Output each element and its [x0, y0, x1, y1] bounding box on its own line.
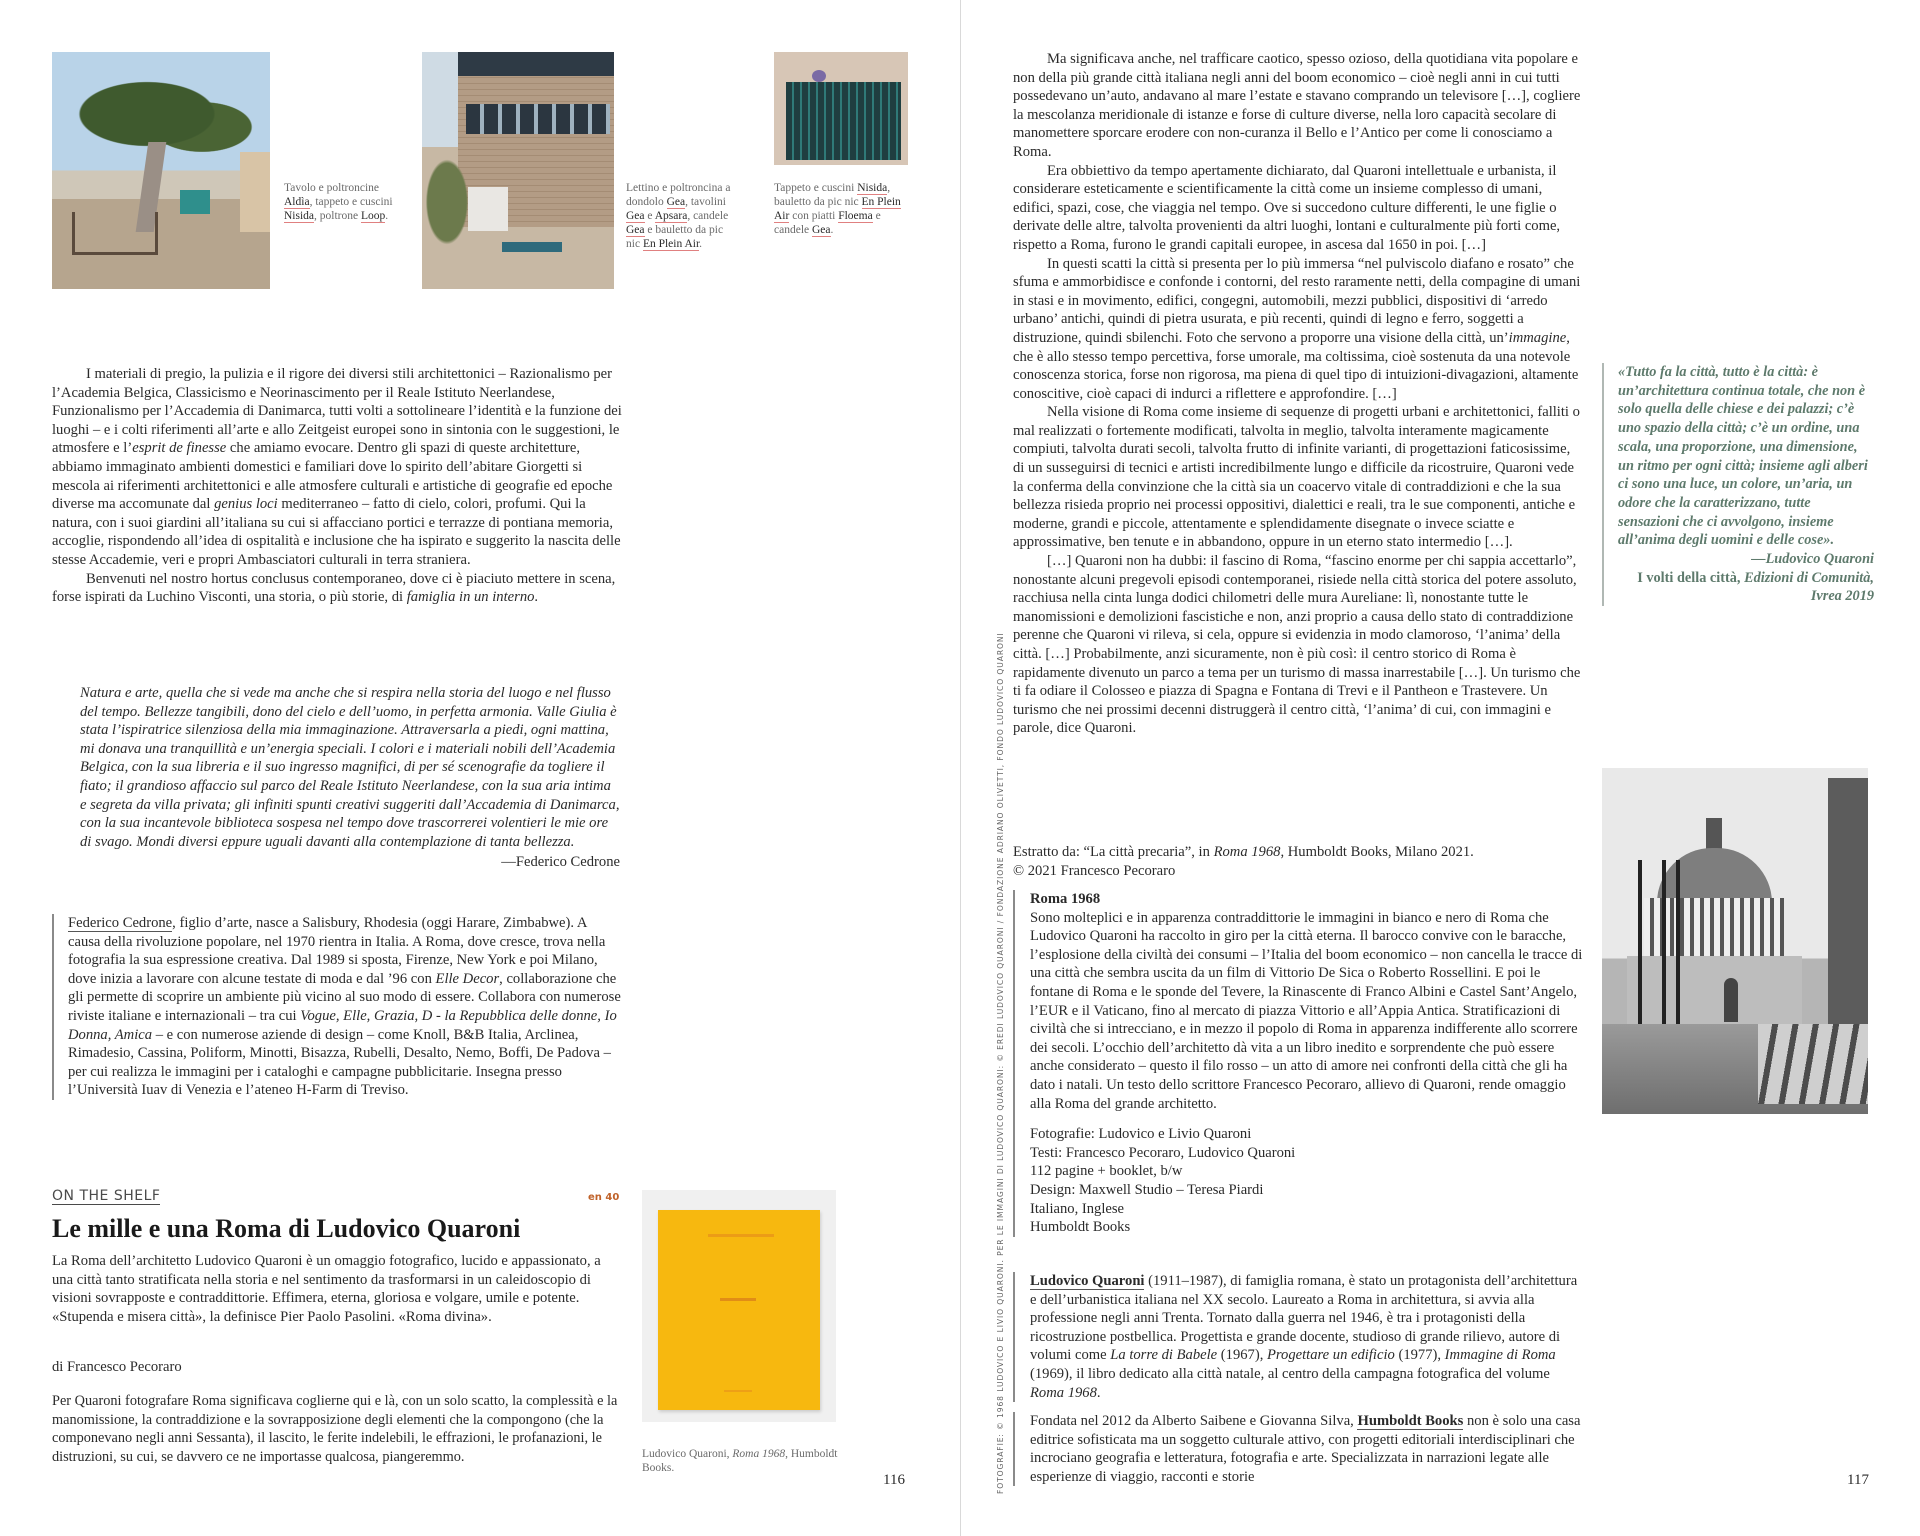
pull-quote-text: «Tutto fa la città, tutto è la città: è un’architettura continua totale, che non è solo quella delle chiese e dei palazzi; c’è uno spazio della città; c’è un ordine, una scala, una proporzione, una dimensione, un ritmo per ogni città; insieme agli alberi ci sono una luce, un colore, un’aria, un odore che la caratterizzano, tutte sensazioni che ci avvolgono, insieme all’anima degli uomini e delle cose». [1618, 364, 1868, 549]
text-run: non è solo una casa editrice sofisticata ma un soggetto culturale attivo, con progetti editoriali interdisciplinari che incrociano geografia e letteratura, fotografia e arte. Specializzata in narrazioni legate alle esperienze di viaggio, racconti e storie [1030, 1413, 1581, 1485]
text-run: Roma 1968 [732, 1448, 786, 1460]
book-cover [658, 1210, 820, 1410]
article-headline: Le mille e una Roma di Ludovico Quaroni [52, 1214, 521, 1243]
text-run: . [534, 589, 539, 606]
text-run: , tavolini [685, 196, 726, 208]
text-run: Roma 1968 [1213, 844, 1281, 860]
publisher-bio [1013, 1412, 1583, 1486]
text-run: Fondata nel 2012 da Alberto Saibene e Giovanna Silva, [1030, 1413, 1358, 1429]
product-name: Gea [626, 224, 645, 236]
text-run: che amiamo evocare. Dentro gli spazi di queste architetture, abbiamo immaginato ambienti domestici e familiari dove lo spirito dell’abitare Giorgetti si mescola ai riferimenti architettonici e alle atmosfere culturali e artistiche di geografie ed epoche diverse ma accomunate dal [52, 440, 613, 513]
text-run: Humboldt Books [1357, 1413, 1464, 1429]
text-run: Tappeto e cuscini [774, 182, 858, 194]
product-name: Apsara [654, 210, 688, 222]
text-run: . [699, 238, 703, 250]
product-name: En Plein Air [774, 196, 901, 222]
text-run: Benvenuti nel nostro hortus conclusus contemporaneo, dove ci è piaciuto mettere in scena, forse ispirati da Luchino Visconti, una storia, o più storie, di [52, 570, 616, 606]
product-name: Gea [626, 210, 645, 222]
text-run: , Humboldt Books, Milano 2021. [1280, 844, 1474, 860]
text-run: Ludovico Quaroni [1030, 1273, 1145, 1289]
quote-author: —Federico Cedrone [501, 854, 620, 871]
photographer-bio [52, 914, 622, 1100]
text-run: e candele [774, 210, 881, 236]
body-paragraph [1013, 552, 1583, 738]
extract-source [1013, 843, 1583, 862]
intro-paragraph [52, 570, 622, 607]
brick-terrace-photo [422, 52, 614, 289]
pull-quote-source [1618, 569, 1874, 606]
text-run: Tavolo e poltroncine [284, 182, 379, 194]
text-run: , candele [687, 210, 729, 222]
text-run: (1969), il libro dedicato alla città natale, al centro della campagna fotografica del volume [1030, 1365, 1550, 1382]
text-run: famiglia in un interno [406, 589, 535, 606]
text-run: , tappeto e cuscini [309, 196, 393, 208]
photo-caption [626, 181, 736, 251]
book-title: Roma 1968 [1030, 891, 1101, 907]
body-paragraph [1013, 162, 1583, 255]
text-run: Ludovico Quaroni, [642, 1448, 733, 1460]
book-cover-photo [642, 1190, 836, 1422]
spec-line: Fotografie: Ludovico e Livio Quaroni [1030, 1126, 1252, 1143]
rug-cushions-photo [774, 52, 908, 165]
text-run: Roma 1968 [1030, 1384, 1097, 1401]
text-run: (1911–1987), di famiglia romana, è stato un protagonista dell’architettura e dell’urbanistica italiana nel XX secolo. Laureato a Roma in architettura, si avvia alla professione negli anni Trenta. Tornato dalla guerra nel 1946, è tra i protagonisti della ricostruzione postbellica. Progettista e grande docente, studioso di grande rilievo, autore di volumi come [1030, 1273, 1578, 1364]
text-run: , Humboldt Books. [642, 1448, 838, 1474]
text-run: – e con numerose aziende di design – come Knoll, B&B Italia, Arclinea, Rimadesio, Cassina, Poliform, Minotti, Bisazza, Rubelli, Desalto, Nemo, Boffi, De Padova – per cui realizza le immagini per i cataloghi e campagne pubblicitarie. Insegna presso l’Università Iuav di Venezia e l’ateneo H-Farm di Treviso. [68, 1026, 611, 1099]
text-run: e [644, 210, 655, 222]
book-info-box [1013, 890, 1583, 1237]
pull-quote [1602, 363, 1874, 606]
text-run: Era obbiettivo da tempo apertamente dichiarato, dal Quaroni intellettuale e urbanista, il considerare esteticamente e scientificamente la città come un insieme complesso di umani, edifici, spazi, cose, che viaggia nel tempo. Ove si succedono culture differenti, le une figlie o derivate delle altre, talvolta provenienti da altri luoghi, lontani e culturalmente più forti come, rispetto a Roma, furono le grandi capitali europee, in ascesa dal 1650 in poi. […] [1013, 162, 1561, 253]
article-lede: La Roma dell’architetto Ludovico Quaroni è un omaggio fotografico, lucido e appassionato, a una città tanto stratificata nella storia e nel sentimento da trasformarsi in un caleidoscopio di visioni sovrapposte e contraddittorie. Effimera, eterna, gloriosa e volgare, umile e potente. «Stupenda e misera città», la definisce Pier Paolo Pasolini. «Roma divina». [52, 1253, 601, 1325]
photo-credit: FOTOGRAFIE: © 1968 LUDOVICO E LIVIO QUARONI. PER LE IMMAGINI DI LUDOVICO QUARONI: © EREDI LUDOVICO QUARONI / FONDAZIONE ADRIANO OLIVETTI, FONDO LUDOVICO QUARONI [996, 632, 1005, 1494]
text-run: Progettare un edificio [1267, 1347, 1395, 1364]
text-run: Ma significava anche, nel trafficare caotico, spesso ozioso, della quotidiana vita popolare e non della più grande città italiana negli anni del boom economico – cioè negli anni in cui tutti possedevano un’auto, andavano al mare l’estate e stavano comprando un televisore […], cogliere la mescolanza meridionale di istanze e forse di culture diverse, nella loro capacità secolare di manomettere sporcare erodere con non-curanza il Bello e l’Antico per come li conosciamo a Roma. [1013, 51, 1581, 160]
designer-quote [80, 684, 620, 872]
text-run: […] Quaroni non ha dubbi: il fascino di Roma, “fascino enorme per chi sappia accettarlo”, nonostante alcuni pregevoli episodi contemporanei, risiede nella città storica del potere assoluto, racchiusa nella cinta lunga dodici chilometri delle mura Aureliane: lì, nonostante tutte le manomissioni e demolizioni fascistiche e non, anzi proprio a causa dello stato di contraddizione perenne che Quaroni vi rileva, si cela, oppure si evidenzia in modo clamoroso, ‘l’anima’ della città. […] Probabilmente, anzi sicuramente, non è più così: il centro storico di Roma è rapidamente divenuto un parco a tema per un turismo di massa inarrestabile […]. Un turismo che ti fa odiare il Colosseo e piazza di Spagna e Fontana di Trevi e il Pantheon e Trastevere. Un turismo che nei prossimi decenni distruggerà il centro città, ‘l’anima’ di cui, con immagini e parole, dice Quaroni. [1013, 553, 1581, 737]
page-reference-tag: en 40 [588, 1192, 620, 1203]
text-run: . [830, 224, 834, 236]
product-name: Nisida [284, 210, 315, 222]
product-name: Loop [360, 210, 386, 222]
book-specs [1030, 1125, 1583, 1237]
product-name: Gea [812, 224, 831, 236]
text-run: . [1096, 1384, 1101, 1401]
page-number: 116 [883, 1472, 905, 1488]
copyright-line: © 2021 Francesco Pecoraro [1013, 862, 1176, 879]
page-spine [960, 0, 961, 1536]
text-run: I materiali di pregio, la pulizia e il rigore dei diversi stili architettonici – Razionalismo per l’Academia Belgica, Classicismo e Neorinascimento per il Reale Istituto Neerlandese, Funzionalismo per l’Accademia di Danimarca, tutti volti a sottolineare l’identità e la funzione dei luoghi – e i colti riferimenti all’arte e allo Zeitgeist europei sono in sintonia con le suggestioni, le atmosfere e l’ [52, 366, 622, 457]
text-run: , collaborazione che gli permette di scoprire un ambiente più vicino al suo modo di essere. Collabora con numerose riviste italiane e internazionali – tra cui [68, 970, 621, 1024]
article-body-start: Per Quaroni fotografare Roma significava coglierne qui e là, con un solo scatto, la complessità e la manomissione, la contraddizione e la sovrapposizione degli elementi che la compongono (che la componevano negli anni Sessanta), il lascito, le ferite indelebili, le effrazioni, le profanazioni, le distruzioni, su cui, se davvero ce ne importasse qualcosa, piangeremmo. [52, 1393, 618, 1465]
text-run: Estratto da: “La città precaria”, in [1013, 844, 1214, 860]
photo-caption [284, 181, 404, 223]
section-tag: ON THE SHELF [52, 1188, 161, 1204]
spec-line: Humboldt Books [1030, 1219, 1131, 1236]
text-run: Nella visione di Roma come insieme di sequenze di progetti urbani e architettonici, falliti o mal realizzati o fortemente modificati, talvolta in meglio, talvolta interamente magicamente compiuti, talvolta durati secoli, talvolta frutto di infinite varianti, di progettazioni faticosissime, di un susseguirsi di tecnici e artisti incredibilmente lungo e difficile da ricostruire, Quaroni vede la conferma della convinzione che la città sia un coacervo vitale di contraddizioni e che la sua bellezza risieda proprio nei processi oppositivi, dialettici e reali, tra le sue componenti, antiche e moderne, grandi e piccole, attentamente e splendidamente disegnate o invece sciatte e approssimative, ben tenute e in abbandono, oppure in un eterno stato intermedio […]. [1013, 404, 1580, 551]
text-run: , figlio d’arte, nasce a Salisbury, Rhodesia (oggi Harare, Zimbabwe). A causa della rivoluzione popolare, nel 1970 rientra in Italia. A Roma, dove cresce, trova nella fotografia la sua espressione creativa. Dal 1989 si sposta, Firenze, New York e poi Milano, dove inizia a lavorare con alcune testate di moda e dal ’96 con [68, 915, 606, 987]
spec-line: Italiano, Inglese [1030, 1200, 1125, 1217]
pull-quote-source-title: I volti della città, [1637, 569, 1745, 586]
product-name: Nisida [857, 182, 888, 194]
text-run: genius loci [214, 496, 278, 513]
text-run: Federico Cedrone [68, 915, 173, 931]
page-number: 117 [1847, 1472, 1869, 1488]
product-name: Gea [666, 196, 686, 208]
product-name: Floema [838, 210, 873, 222]
text-run: , poltrone [314, 210, 361, 222]
text-run: con piatti [789, 210, 839, 222]
text-run: Elle Decor [435, 970, 500, 987]
body-paragraph [1013, 403, 1583, 552]
text-run: Vogue, Elle, Grazia, D - la Repubblica delle donne, Io Donna, Amica [68, 1007, 617, 1043]
text-run: e bauletto da pic nic [626, 224, 724, 250]
quote-text: Natura e arte, quella che si vede ma anche che si respira nella storia del luogo e nel flusso del tempo. Bellezze tangibili, dono del cielo e dell’uomo, in perfetta armonia. Valle Giulia è stata l’ispiratrice silenziosa della mia immaginazione. Attraversarla a piedi, ogni mattina, mi donava una tranquillità e un’energia speciali. I colori e i materiali nobili dell’Academia Belgica, con la sua libreria e il suo ingresso magnifici, di per sé scenografie da togliere il fiato; il grandioso affaccio sul parco del Reale Istituto Neerlandese, con la sua aria intima e segreta da villa privata; gli infiniti spunti creativi suggeriti dall’Accademia di Danimarca, con la sua incantevole biblioteca sospesa nel tempo dove trascorrerei volentieri le mie ore di svago. Mondi diversi eppure uguali davanti alla contemplazione di tanta bellezza. [80, 685, 620, 850]
body-paragraph [1013, 255, 1583, 404]
tree-terrace-photo [52, 52, 270, 289]
book-caption [642, 1448, 852, 1475]
text-run: . [385, 210, 389, 222]
intro-paragraph [52, 365, 622, 570]
text-run: , bauletto da pic nic [774, 182, 891, 208]
text-run: (1977), [1394, 1347, 1445, 1364]
author-bio [1013, 1272, 1583, 1402]
text-run: immagine [1508, 329, 1567, 346]
photo-caption [774, 181, 904, 237]
text-run: La torre di Babele [1110, 1347, 1218, 1364]
spec-line: Design: Maxwell Studio – Teresa Piardi [1030, 1181, 1264, 1198]
body-paragraph [1013, 50, 1583, 162]
spec-line: Testi: Francesco Pecoraro, Ludovico Quaroni [1030, 1144, 1296, 1161]
pull-quote-author: —Ludovico Quaroni [1751, 551, 1874, 568]
text-run: (1967), [1217, 1347, 1267, 1364]
spec-line: 112 pagine + booklet, b/w [1030, 1163, 1183, 1180]
product-name: En Plein Air [642, 238, 700, 250]
book-description: Sono molteplici e in apparenza contraddittorie le immagini in bianco e nero di Roma che Ludovico Quaroni ha raccolto in giro per la città eterna. Il barocco convive con le baracche, l’esplosione della civiltà dei consumi – l’Italia del boom economico – non cancella le tracce di una città che sembra uscita da un film di Vittorio De Sica o Roberto Rossellini. E poi le fontane di Roma e le sponde del Tevere, la Rinascente di Franco Albini e Castel Sant’Angelo, l’EUR e il Vaticano, fino al mercato di piazza Vittorio e all’Appia Antica. Stratificazioni di civiltà che si intrecciano, e in mezzo il popolo di Roma in apparenza indifferente allo scorrere dei secoli. L’occhio dell’architetto dà vita a un libro inedito e sorprendente che può essere anche considerato – questo il filo rosso – un atto di amore nei confronti della città che gli ha dato i natali. Un testo dello scrittore Francesco Pecoraro, allievo di Quaroni, rende omaggio alla Roma del grande architetto. [1030, 909, 1583, 1112]
church-photo [1602, 768, 1868, 1114]
pull-quote-source-publisher: Edizioni di Comunità, Ivrea 2019 [1744, 569, 1874, 605]
product-name: Aldìa [284, 196, 310, 208]
text-run: mediterraneo – fatto di cielo, colori, profumi. Qui la natura, con i suoi giardini all’italiana su cui si affacciano portici e terrazze di pontiana memoria, accoglie, rispondendo all’idea di ospitalità e inclusione che ha ispirato e suggerito la nascita delle stesse Accademie, veri e propri Ambasciatori culturali in terra straniera. [52, 496, 621, 568]
intro-text [52, 365, 622, 607]
text-run: Lettino e poltroncina a dondolo [626, 182, 731, 208]
text-run: Immagine di Roma [1444, 1347, 1556, 1364]
text-run: esprit de finesse [132, 440, 227, 457]
text-run: , che è allo stesso tempo percettiva, forse umorale, ma coltissima, cioè sostenuta da una notevole conoscenza storica, forse non rigorosa, ma piena di quel tipo di intuizioni-divagazioni, altamente conoscitive, cioè capaci di indurci a riflettere e approfondire. […] [1013, 329, 1579, 402]
text-run: In questi scatti la città si presenta per lo più immersa “nel pulviscolo diafano e rosato” che sfuma e ammorbidisce e confonde i contorni, del resto raramente netti, della compagine di umani in stasi e in movimento, edifici, congegni, automobili, mezzi pubblici, dispositivi di ‘arredo urbano’ antichi, quindi di pietra usurata, e più recenti, quindi di legno e ferro, soggetti a distruzione, quindi sbilenchi. Foto che servono a proporre una visione della città, un’ [1013, 255, 1581, 346]
article-body-continued [1013, 50, 1583, 738]
extract-note [1013, 843, 1583, 880]
article-byline: di Francesco Pecoraro [52, 1359, 182, 1375]
